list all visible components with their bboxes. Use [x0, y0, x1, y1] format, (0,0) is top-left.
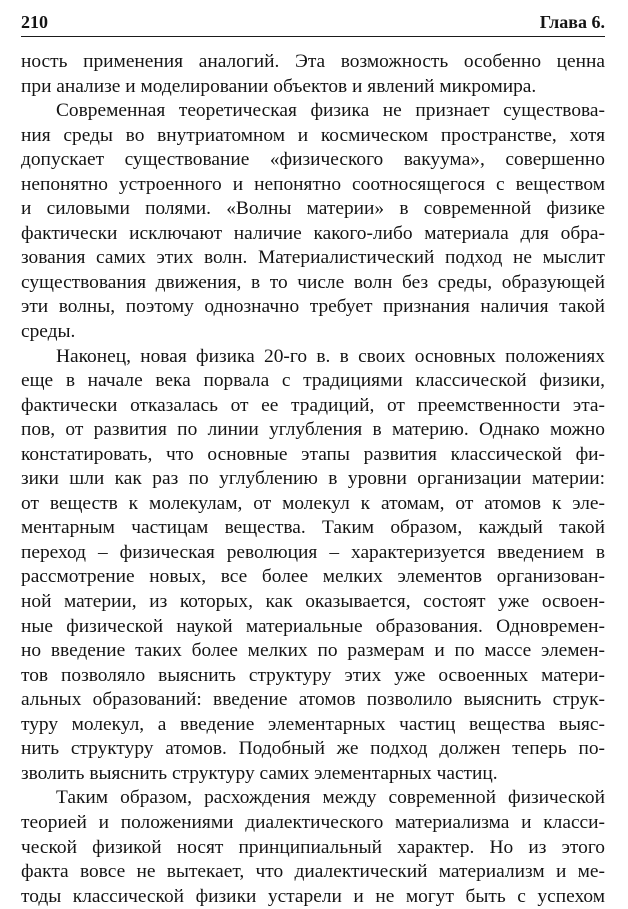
page-number: 210: [21, 12, 48, 32]
text-line: среды.: [21, 321, 76, 343]
chapter-title: Глава 6.: [539, 12, 605, 32]
text-line: от веществ к молекулам, от молекул к атомам, от атомов к эле-: [21, 492, 605, 514]
text-line: туру молекул, а введение элементарных частиц вещества выяс-: [21, 713, 605, 735]
text-line: Современная теоретическая физика не признает существова-: [56, 100, 605, 122]
text-line: фактически отказалась от ее традиций, от преемственности эта-: [21, 394, 605, 416]
text-line: ные физической наукой материальные образования. Одновремен-: [21, 615, 605, 637]
text-line: зования самих этих волн. Материалистический подход не мыслит: [21, 247, 605, 269]
text-line: ность применения аналогий. Эта возможность особенно ценна: [21, 51, 605, 72]
paragraph: [21, 50, 605, 99]
paragraph: [21, 345, 605, 787]
text-line: нить структуру атомов. Подобный же подход должен теперь по-: [21, 738, 605, 760]
text-line: эти волны, поэтому однозначно требует признания наличия такой: [21, 296, 605, 318]
paragraph: [21, 99, 605, 344]
paragraph: [21, 786, 605, 909]
text-line: ческой физикой носят принципиальный характер. Но из этого: [21, 836, 605, 858]
text-line: констатировать, что основные этапы развития классической фи-: [21, 443, 605, 465]
text-line: зволить выяснить структуру самих элементарных частиц.: [21, 762, 498, 784]
text-line: зики шли как раз по углублению в уровни организации материи:: [21, 468, 605, 490]
text-line: тов позволяло выяснить структуру этих уже освоенных матери-: [21, 664, 605, 686]
text-line: пов, от развития по линии углубления в материю. Однако можно: [21, 419, 605, 441]
text-line: факта вовсе не вытекает, что диалектический материализм и ме-: [21, 861, 605, 883]
body-text: [21, 50, 605, 909]
text-line: фактически исключают наличие какого-либо материала для обра-: [21, 222, 605, 244]
text-line: при анализе и моделировании объектов и явлений микромира.: [21, 75, 537, 97]
text-line: еще в начале века порвала с традициями классической физики,: [21, 370, 605, 392]
text-line: Таким образом, расхождения между современной физической: [56, 787, 605, 809]
running-header: [21, 10, 605, 37]
text-line: непонятно устроенного и непонятно соотносящегося с веществом: [21, 173, 605, 195]
text-line: ментарным частицам вещества. Таким образом, каждый такой: [21, 517, 605, 539]
text-line: тоды классической физики устарели и не могут быть с успехом: [21, 885, 605, 907]
text-line: теорией и положениями диалектического материализма и класси-: [21, 811, 605, 833]
text-line: альных образований: введение атомов позволило выяснить струк-: [21, 689, 605, 711]
text-line: но введение таких более мелких по размерам и по массе элемен-: [21, 640, 605, 662]
text-line: и силовыми полями. «Волны материи» в современной физике: [21, 198, 605, 220]
text-line: допускает существование «физического вакуума», совершенно: [21, 149, 605, 171]
text-line: существования движения, в то числе волн без среды, образующей: [21, 271, 605, 293]
text-line: ния среды во внутриатомном и космическом пространстве, хотя: [21, 124, 605, 146]
text-line: Наконец, новая физика 20-го в. в своих основных положениях: [56, 345, 605, 367]
text-line: переход – физическая революция – характеризуется введением в: [21, 541, 605, 563]
text-line: рассмотрение новых, все более мелких элементов организован-: [21, 566, 605, 588]
text-line: ной материи, из которых, как оказывается, состоят уже освоен-: [21, 591, 605, 613]
